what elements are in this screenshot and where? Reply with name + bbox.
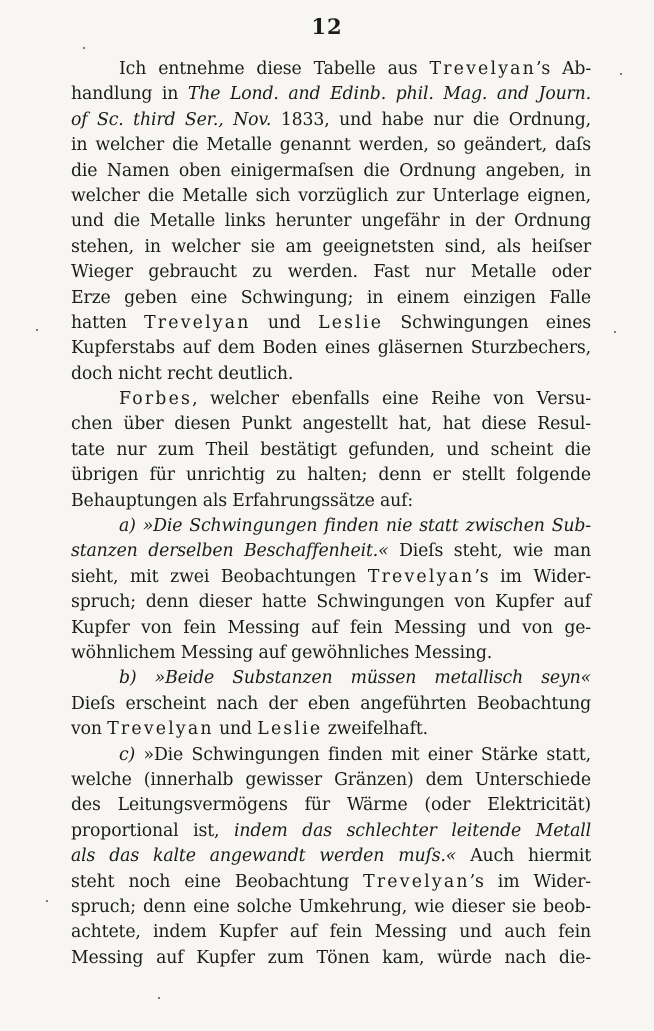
text-segment: wöhnlichem Messing auf gewöhnliches Messing. <box>71 642 493 663</box>
text-line <box>71 895 591 920</box>
spaced-name: Leslie <box>257 719 323 740</box>
text-segment: Dieſs erscheint nach der eben angeführten Beobachtung <box>71 693 591 714</box>
text-segment: die Namen oben einigermaſsen die Ordnung angeben, in <box>71 160 591 181</box>
text-line <box>71 692 591 717</box>
text-segment: Ich entnehme diese Tabelle aus <box>119 59 430 79</box>
italic-text: a) »Die Schwingungen finden nie statt zwischen Sub- <box>119 516 591 537</box>
text-segment: Behauptungen als Erfahrungssätze auf: <box>71 490 414 511</box>
scan-speck <box>158 997 160 999</box>
text-segment: tate nur zum Theil bestätigt gefunden, und scheint die <box>71 439 591 460</box>
text-segment: spruch; denn dieser hatte Schwingungen von Kupfer auf <box>71 592 591 613</box>
text-line <box>71 565 591 590</box>
italic-text: als das kalte angewandt werden muſs.« <box>71 846 457 867</box>
text-segment: des Leitungsvermögens für Wärme (oder Elektricität) <box>71 795 591 816</box>
text-line <box>71 666 591 691</box>
text-segment: Kupferstabs auf dem Boden eines gläsernen Sturzbechers, <box>71 338 591 359</box>
text-line <box>71 362 591 387</box>
text-line <box>71 57 591 82</box>
text-segment: Erze geben eine Schwingung; in einem einzigen Falle <box>71 287 591 308</box>
text-segment: Dieſs steht, wie man <box>388 541 592 562</box>
text-line <box>71 133 591 158</box>
spaced-name: Leslie <box>318 312 384 333</box>
text-segment: Wieger gebraucht zu werden. Fast nur Metalle oder <box>71 262 591 283</box>
text-segment: ’s Ab- <box>536 59 592 79</box>
text-segment: doch nicht recht deutlich. <box>71 363 294 384</box>
text-segment: 1833, und habe nur die Ordnung, <box>271 109 591 130</box>
italic-text: c) <box>119 744 136 765</box>
text-segment: von <box>71 719 108 740</box>
text-segment: und die Metalle links herunter ungefähr in der Ordnung <box>71 211 591 232</box>
spaced-name: Trevelyan <box>429 59 536 79</box>
italic-text: b) »Beide Substanzen müssen metallisch seyn« <box>119 668 591 689</box>
spaced-name: Trevelyan <box>363 871 470 892</box>
text-line <box>71 387 591 412</box>
text-line <box>71 793 591 818</box>
text-line <box>71 717 591 742</box>
scan-speck <box>46 900 48 902</box>
text-segment: zweifelhaft. <box>322 719 428 740</box>
text-line <box>71 412 591 437</box>
scan-speck <box>614 331 616 333</box>
text-line <box>71 514 591 539</box>
text-segment: ’s im Wider- <box>469 871 591 892</box>
text-line <box>71 920 591 945</box>
text-segment: Schwingungen eines <box>383 312 591 333</box>
spaced-name: Trevelyan <box>144 312 251 333</box>
text-line <box>71 870 591 895</box>
text-segment: Messing auf Kupfer zum Tönen kam, würde nach die- <box>71 947 591 968</box>
text-line <box>71 819 591 844</box>
text-line <box>71 768 591 793</box>
text-segment: und <box>250 312 319 333</box>
text-line <box>71 311 591 336</box>
text-line <box>71 438 591 463</box>
text-line <box>71 743 591 768</box>
spaced-name: Trevelyan <box>107 719 214 740</box>
text-segment: steht noch eine Beobachtung <box>71 871 364 892</box>
text-segment: proportional ist, <box>71 820 234 841</box>
spaced-name: Trevelyan <box>367 566 475 587</box>
text-segment: chen über diesen Punkt angestellt hat, hat diese Resul- <box>71 414 591 435</box>
text-segment: hatten <box>71 312 145 333</box>
text-segment: handlung in <box>71 84 188 105</box>
text-line <box>71 946 591 971</box>
text-line <box>71 590 591 615</box>
text-line <box>71 616 591 641</box>
body-text <box>71 57 591 971</box>
text-line <box>71 844 591 869</box>
text-line <box>71 82 591 107</box>
text-line <box>71 286 591 311</box>
text-segment: und <box>213 719 258 740</box>
text-line <box>71 159 591 184</box>
italic-text: stanzen derselben Beschaffenheit.« <box>71 541 389 562</box>
italic-text: The Lond. and Edinb. phil. Mag. and Journ. <box>187 84 591 105</box>
page-number: 12 <box>311 14 343 39</box>
spaced-name: Forbes <box>119 389 193 410</box>
text-segment: ’s im Wider- <box>474 566 591 587</box>
text-segment: in welcher die Metalle genannt werden, so geändert, daſs <box>71 135 591 156</box>
text-line <box>71 336 591 361</box>
text-line <box>71 489 591 514</box>
text-line <box>71 260 591 285</box>
italic-text: of Sc. third Ser., Nov. <box>71 109 272 130</box>
text-segment: stehen, in welcher sie am geeignetsten sind, als heiſser <box>71 236 591 257</box>
scan-speck <box>36 329 38 331</box>
text-line <box>71 209 591 234</box>
scan-speck <box>83 47 85 49</box>
text-segment: welche (innerhalb gewisser Gränzen) dem Unterschiede <box>71 769 591 790</box>
text-line <box>71 641 591 666</box>
text-line <box>71 184 591 209</box>
text-line <box>71 463 591 488</box>
text-segment: übrigen für unrichtig zu halten; denn er stellt folgende <box>71 465 591 486</box>
text-segment: »Die Schwingungen finden mit einer Stärke statt, <box>135 744 591 765</box>
text-segment: welcher die Metalle sich vorzüglich zur Unterlage eignen, <box>71 185 591 206</box>
text-line <box>71 108 591 133</box>
scan-speck <box>620 73 622 75</box>
text-segment: Kupfer von fein Messing auf fein Messing und von ge- <box>71 617 591 638</box>
text-line <box>71 539 591 564</box>
text-segment: spruch; denn eine solche Umkehrung, wie dieser sie beob- <box>71 896 591 917</box>
text-segment: , welcher ebenfalls eine Reihe von Versu- <box>192 389 591 410</box>
text-line <box>71 235 591 260</box>
italic-text: indem das schlechter leitende Metall <box>233 820 591 841</box>
text-segment: sieht, mit zwei Beobachtungen <box>71 566 368 587</box>
text-segment: Auch hiermit <box>456 846 591 867</box>
text-segment: achtete, indem Kupfer auf fein Messing und auch fein <box>71 922 591 943</box>
